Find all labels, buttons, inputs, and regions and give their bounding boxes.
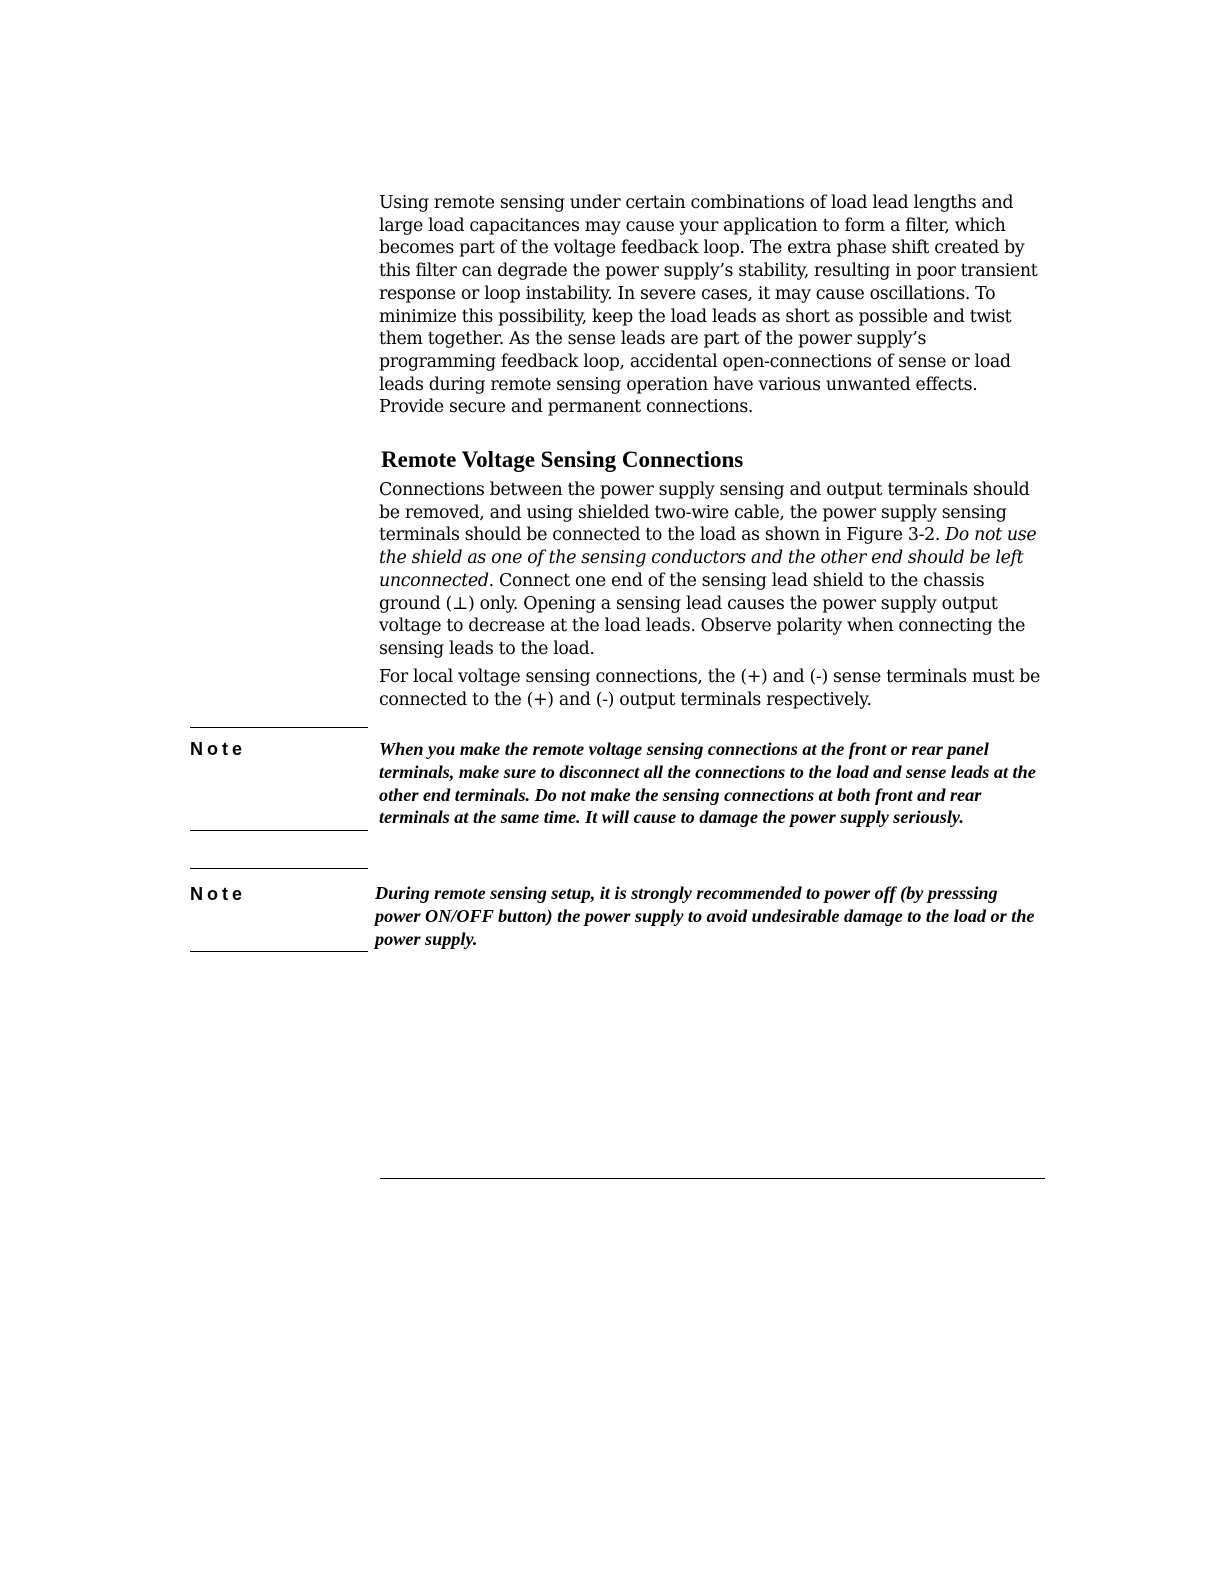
section-paragraph-1 — [379, 479, 1045, 661]
intro-paragraph: Using remote sensing under certain combinations of load lead lengths and large load capacitances may cause your application to form a filter, which becomes part of the voltage feedback loop. The extra phase shift created by this filter can degrade the power supply’s stability, resulting in poor transient response or loop instability. In severe cases, it may cause oscillations. To minimize this possibility, keep the load leads as short as possible and twist them together. As the sense leads are part of the power supply’s programming feedback loop, accidental open-connections of sense or load leads during remote sensing operation have various unwanted effects. Provide secure and permanent connections. — [379, 193, 1038, 418]
note-1-top-rule — [190, 727, 368, 728]
note-1-text: When you make the remote voltage sensing connections at the front or rear panel terminals, make sure to disconnect all the connections to the load and sense leads at the other end terminals. Do not make the sensing connections at both front and rear terminals at the same time. It will cause to damage the power supply seriously. — [379, 739, 1036, 828]
section-paragraph-2: For local voltage sensing connections, the (+) and (-) sense terminals must be connected to the (+) and (-) output terminals respectively. — [379, 667, 1040, 710]
note-2-top-rule — [190, 868, 368, 869]
section-heading: Remote Voltage Sensing Connections — [381, 447, 744, 472]
note-1-label: Note — [190, 739, 246, 759]
note-2-bottom-rule — [190, 951, 368, 952]
section-paragraph-1-emphasis: Do not use the shield as one of the sensing conductors and the other end should be left unconnected — [379, 525, 1037, 591]
footer-rule — [380, 1178, 1045, 1179]
section-paragraph-1-text-continued: . Connect one end of the sensing lead shield to the chassis ground (⊥) only. Opening a sensing lead causes the power supply output voltage to decrease at the load leads. Observe polarity when connecting the sensing leads to the load. — [379, 570, 1026, 659]
note-1-bottom-rule — [190, 830, 368, 831]
note-2-text: During remote sensing setup, it is strongly recommended to power off (by presssing power ON/OFF button) the power supply to avoid undesirable damage to the load or the power supply. — [375, 883, 1035, 949]
section-paragraph-1-text: Connections between the power supply sensing and output terminals should be removed, and using shielded two-wire cable, the power supply sensing terminals should be connected to the load as shown in Figure 3-2. — [379, 480, 1030, 546]
note-2-label: Note — [190, 884, 246, 904]
